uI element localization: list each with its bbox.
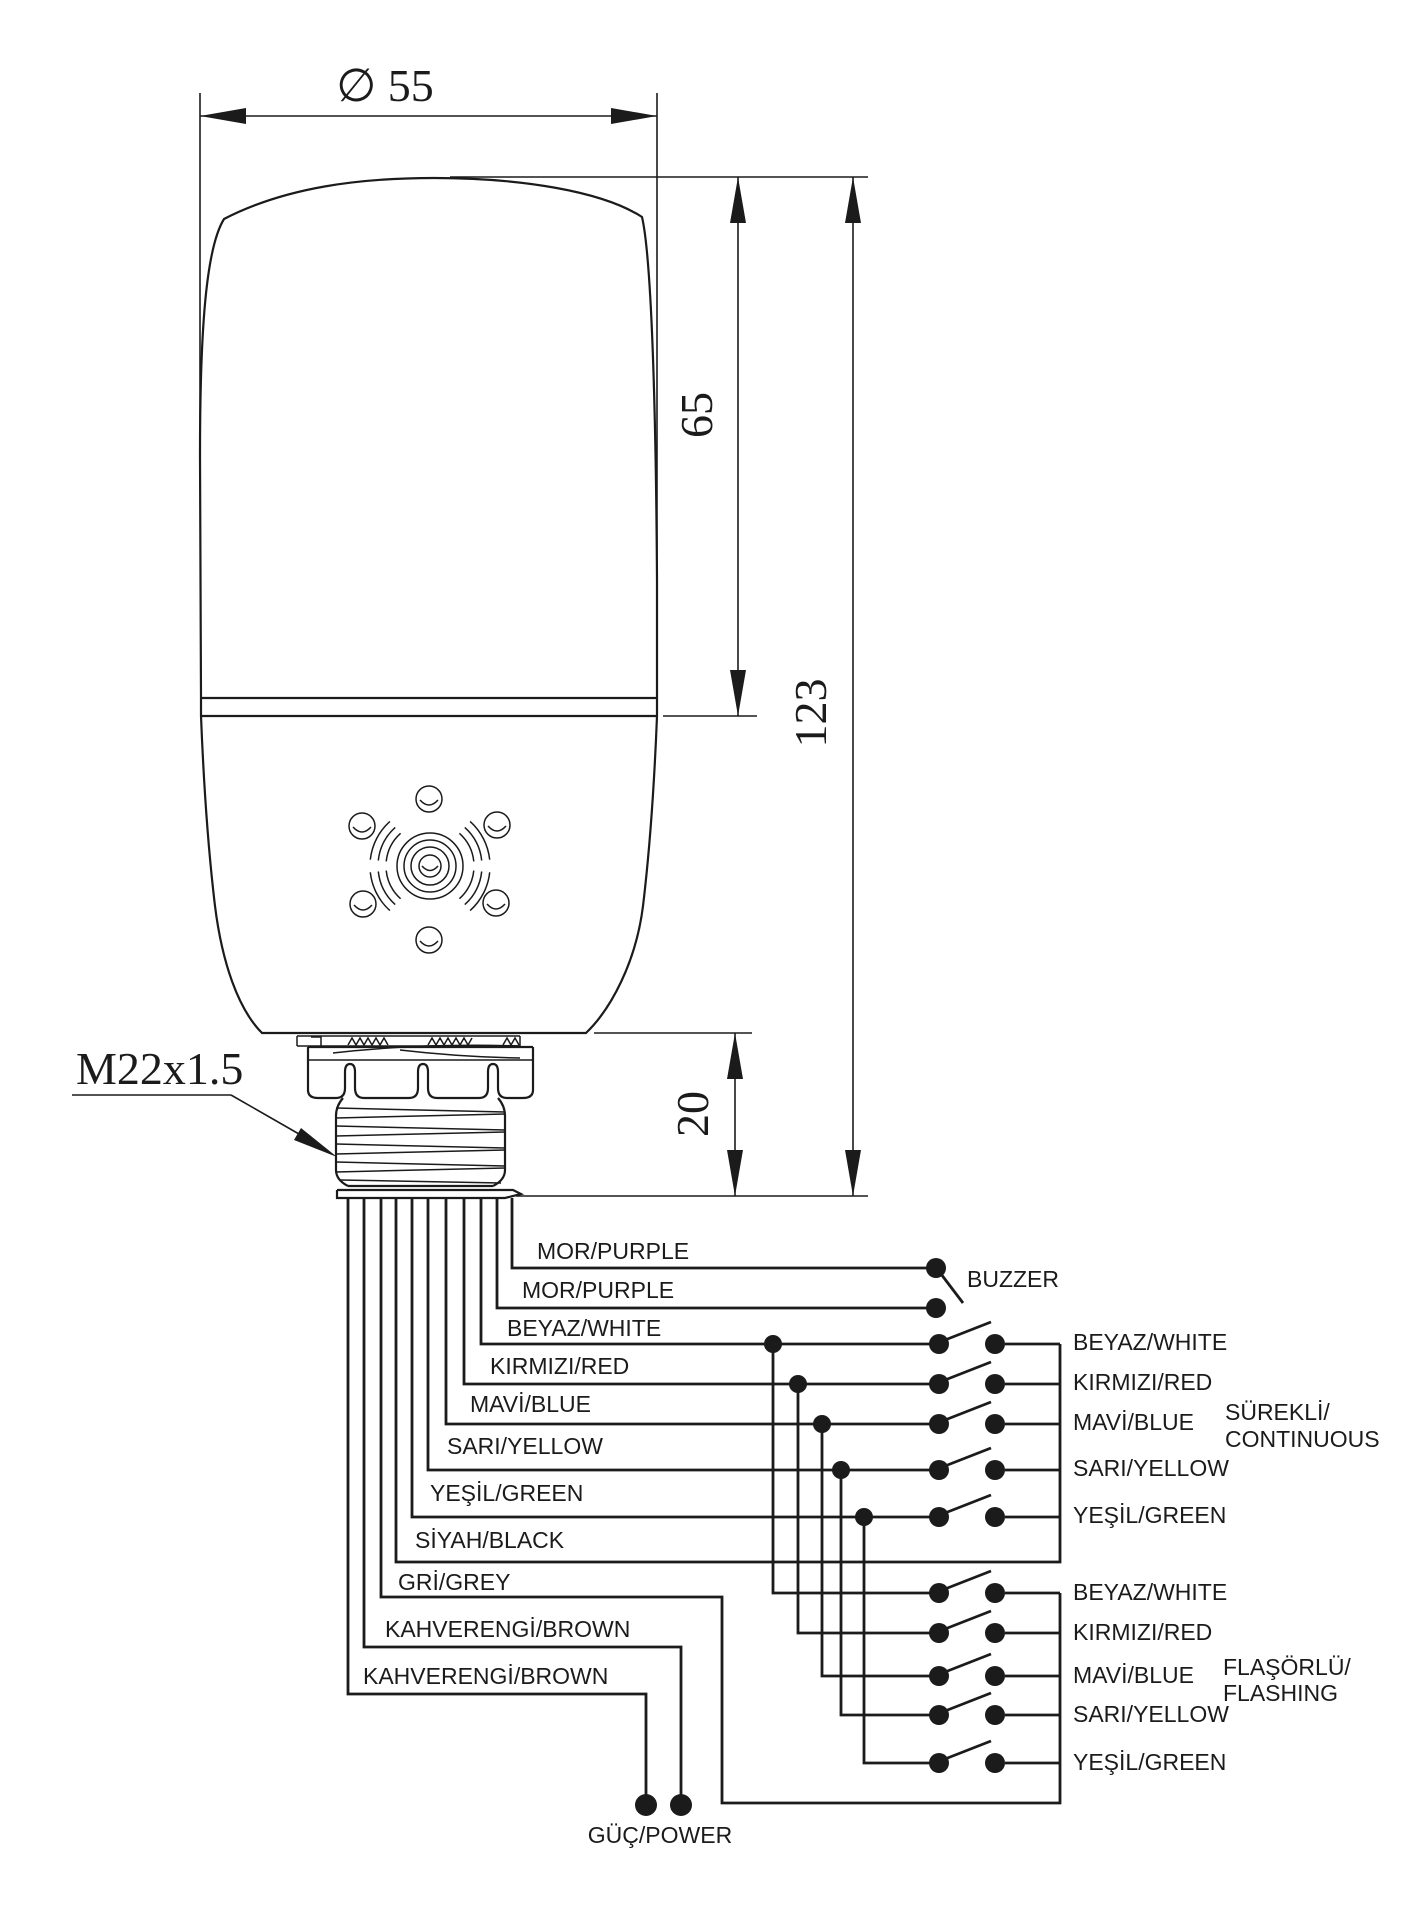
switch-contact xyxy=(985,1460,1005,1480)
switch-blade xyxy=(945,1402,991,1420)
clamp-serration xyxy=(348,1038,388,1045)
thread-crest xyxy=(336,1162,505,1166)
switch-blade xyxy=(945,1741,991,1759)
thread-crest xyxy=(336,1108,505,1112)
flashing-channel-labels xyxy=(1073,1579,1351,1775)
wire-label: BEYAZ/WHITE xyxy=(507,1315,662,1341)
thread-left-edge xyxy=(336,1098,348,1186)
wire-label: GRİ/GREY xyxy=(398,1569,511,1595)
thread-crest xyxy=(336,1150,505,1154)
channel-label: MAVİ/BLUE xyxy=(1073,1409,1194,1435)
switch-blade xyxy=(945,1495,991,1513)
channel-label: YEŞİL/GREEN xyxy=(1073,1749,1227,1775)
buzzer-contact-bottom xyxy=(926,1298,946,1318)
switch-contact xyxy=(929,1583,949,1603)
switch-contact xyxy=(929,1460,949,1480)
screw xyxy=(349,813,375,839)
switch-contact xyxy=(985,1666,1005,1686)
switch-contact xyxy=(985,1334,1005,1354)
switch-contact xyxy=(929,1334,949,1354)
junction-dot xyxy=(789,1375,807,1393)
power-terminal-dot xyxy=(670,1794,692,1816)
arrowhead-right xyxy=(611,108,657,124)
plate-highlight-line xyxy=(400,1050,520,1058)
thread-spec-leader-line xyxy=(231,1095,299,1134)
dimension-annotations xyxy=(72,60,868,1196)
tap-green-flashing xyxy=(864,1517,939,1763)
switch-contact xyxy=(985,1507,1005,1527)
thread-crest xyxy=(336,1132,505,1136)
thread-spec-text: M22x1.5 xyxy=(76,1043,244,1094)
switch-contact xyxy=(985,1705,1005,1725)
power-terminal-dot xyxy=(635,1794,657,1816)
continuous-switch-bank xyxy=(929,1322,1060,1527)
switch-contact xyxy=(929,1705,949,1725)
screw xyxy=(350,891,376,917)
wire-label: SARI/YELLOW xyxy=(447,1433,603,1459)
switch-contact xyxy=(985,1623,1005,1643)
buzzer-switch xyxy=(926,1258,963,1318)
thread-crest xyxy=(336,1144,505,1148)
continuous-group-label-line1: SÜREKLİ/ xyxy=(1225,1399,1330,1425)
gland-nut-castellation xyxy=(308,1064,533,1098)
lens-height-dim-text: 65 xyxy=(671,392,722,438)
screw xyxy=(416,786,442,812)
speaker-ring-2 xyxy=(404,840,456,892)
junction-dot xyxy=(813,1415,831,1433)
flashing-switch-bank xyxy=(929,1571,1060,1773)
switch-blade xyxy=(945,1322,991,1340)
switch-contact xyxy=(929,1414,949,1434)
buzzer-switch-blade xyxy=(941,1274,963,1303)
switch-contact xyxy=(985,1374,1005,1394)
junction-dot xyxy=(764,1335,782,1353)
continuous-channel-labels xyxy=(1073,1329,1380,1528)
switch-blade xyxy=(945,1693,991,1711)
switch-contact xyxy=(929,1753,949,1773)
lens-outline xyxy=(200,178,657,698)
junction-dot xyxy=(855,1508,873,1526)
gland-nut-side xyxy=(308,1047,533,1090)
total-height-dim-text: 123 xyxy=(785,678,836,748)
clamp-plate-tab xyxy=(311,1037,321,1046)
arrowhead-up xyxy=(730,177,746,223)
thread-crest xyxy=(336,1126,505,1130)
switch-contact xyxy=(985,1414,1005,1434)
arrowhead-down xyxy=(730,670,746,716)
switch-blade xyxy=(945,1571,991,1589)
leader-arrowhead xyxy=(294,1128,337,1157)
screw xyxy=(484,812,510,838)
junction-dot xyxy=(832,1461,850,1479)
flashing-group-label-line2: FLASHING xyxy=(1223,1680,1339,1706)
diameter-dim-text: ∅ 55 xyxy=(336,60,434,111)
thread-crest xyxy=(336,1168,505,1172)
cable-stub-cap xyxy=(337,1190,521,1198)
flashing-group-label-line1: FLAŞÖRLÜ/ xyxy=(1223,1654,1351,1680)
base-outline xyxy=(201,716,657,1033)
speaker-ring-1 xyxy=(411,847,449,885)
arrowhead-up xyxy=(845,177,861,223)
lamp-body xyxy=(200,178,657,1033)
clamp-serration xyxy=(428,1038,472,1045)
thread-crest xyxy=(340,1180,501,1183)
wire-label: MAVİ/BLUE xyxy=(470,1391,591,1417)
wire-label: SİYAH/BLACK xyxy=(415,1527,565,1553)
clamp-serration xyxy=(503,1038,519,1045)
wire-label: YEŞİL/GREEN xyxy=(430,1480,584,1506)
speaker-ring-3 xyxy=(397,833,463,899)
switch-contact xyxy=(929,1623,949,1643)
mounting-gland xyxy=(297,1036,533,1198)
wire-label: KAHVERENGİ/BROWN xyxy=(363,1663,609,1689)
thread-crest xyxy=(336,1114,505,1118)
channel-label: MAVİ/BLUE xyxy=(1073,1662,1194,1688)
clamp-plate xyxy=(297,1036,520,1046)
switch-blade xyxy=(945,1362,991,1380)
continuous-group-label-line2: CONTINUOUS xyxy=(1225,1426,1380,1452)
channel-label: BEYAZ/WHITE xyxy=(1073,1579,1228,1605)
arrowhead-up xyxy=(727,1033,743,1079)
arrowhead-down xyxy=(727,1150,743,1196)
arrowhead-down xyxy=(845,1150,861,1196)
switch-contact xyxy=(985,1753,1005,1773)
switch-blade xyxy=(945,1654,991,1672)
channel-label: SARI/YELLOW xyxy=(1073,1455,1229,1481)
switch-blade xyxy=(945,1611,991,1629)
wire-label: KAHVERENGİ/BROWN xyxy=(385,1616,631,1642)
wire-label: MOR/PURPLE xyxy=(522,1277,675,1303)
thread-length-dim-text: 20 xyxy=(667,1091,718,1137)
speaker-center-screw-slot xyxy=(422,866,438,871)
speaker-symbol xyxy=(349,786,510,953)
switch-contact xyxy=(985,1583,1005,1603)
arrowhead-left xyxy=(200,108,246,124)
wire-label: MOR/PURPLE xyxy=(537,1238,690,1264)
channel-label: KIRMIZI/RED xyxy=(1073,1369,1213,1395)
screw xyxy=(483,890,509,916)
channel-label: BEYAZ/WHITE xyxy=(1073,1329,1228,1355)
switch-contact xyxy=(929,1666,949,1686)
switch-blade xyxy=(945,1448,991,1466)
power-label: GÜÇ/POWER xyxy=(587,1822,733,1848)
channel-label: KIRMIZI/RED xyxy=(1073,1619,1213,1645)
buzzer-label: BUZZER xyxy=(967,1266,1059,1292)
screw xyxy=(416,927,442,953)
channel-label: YEŞİL/GREEN xyxy=(1073,1502,1227,1528)
switch-contact xyxy=(929,1507,949,1527)
switch-contact xyxy=(929,1374,949,1394)
wire-label: KIRMIZI/RED xyxy=(490,1353,630,1379)
channel-label: SARI/YELLOW xyxy=(1073,1701,1229,1727)
